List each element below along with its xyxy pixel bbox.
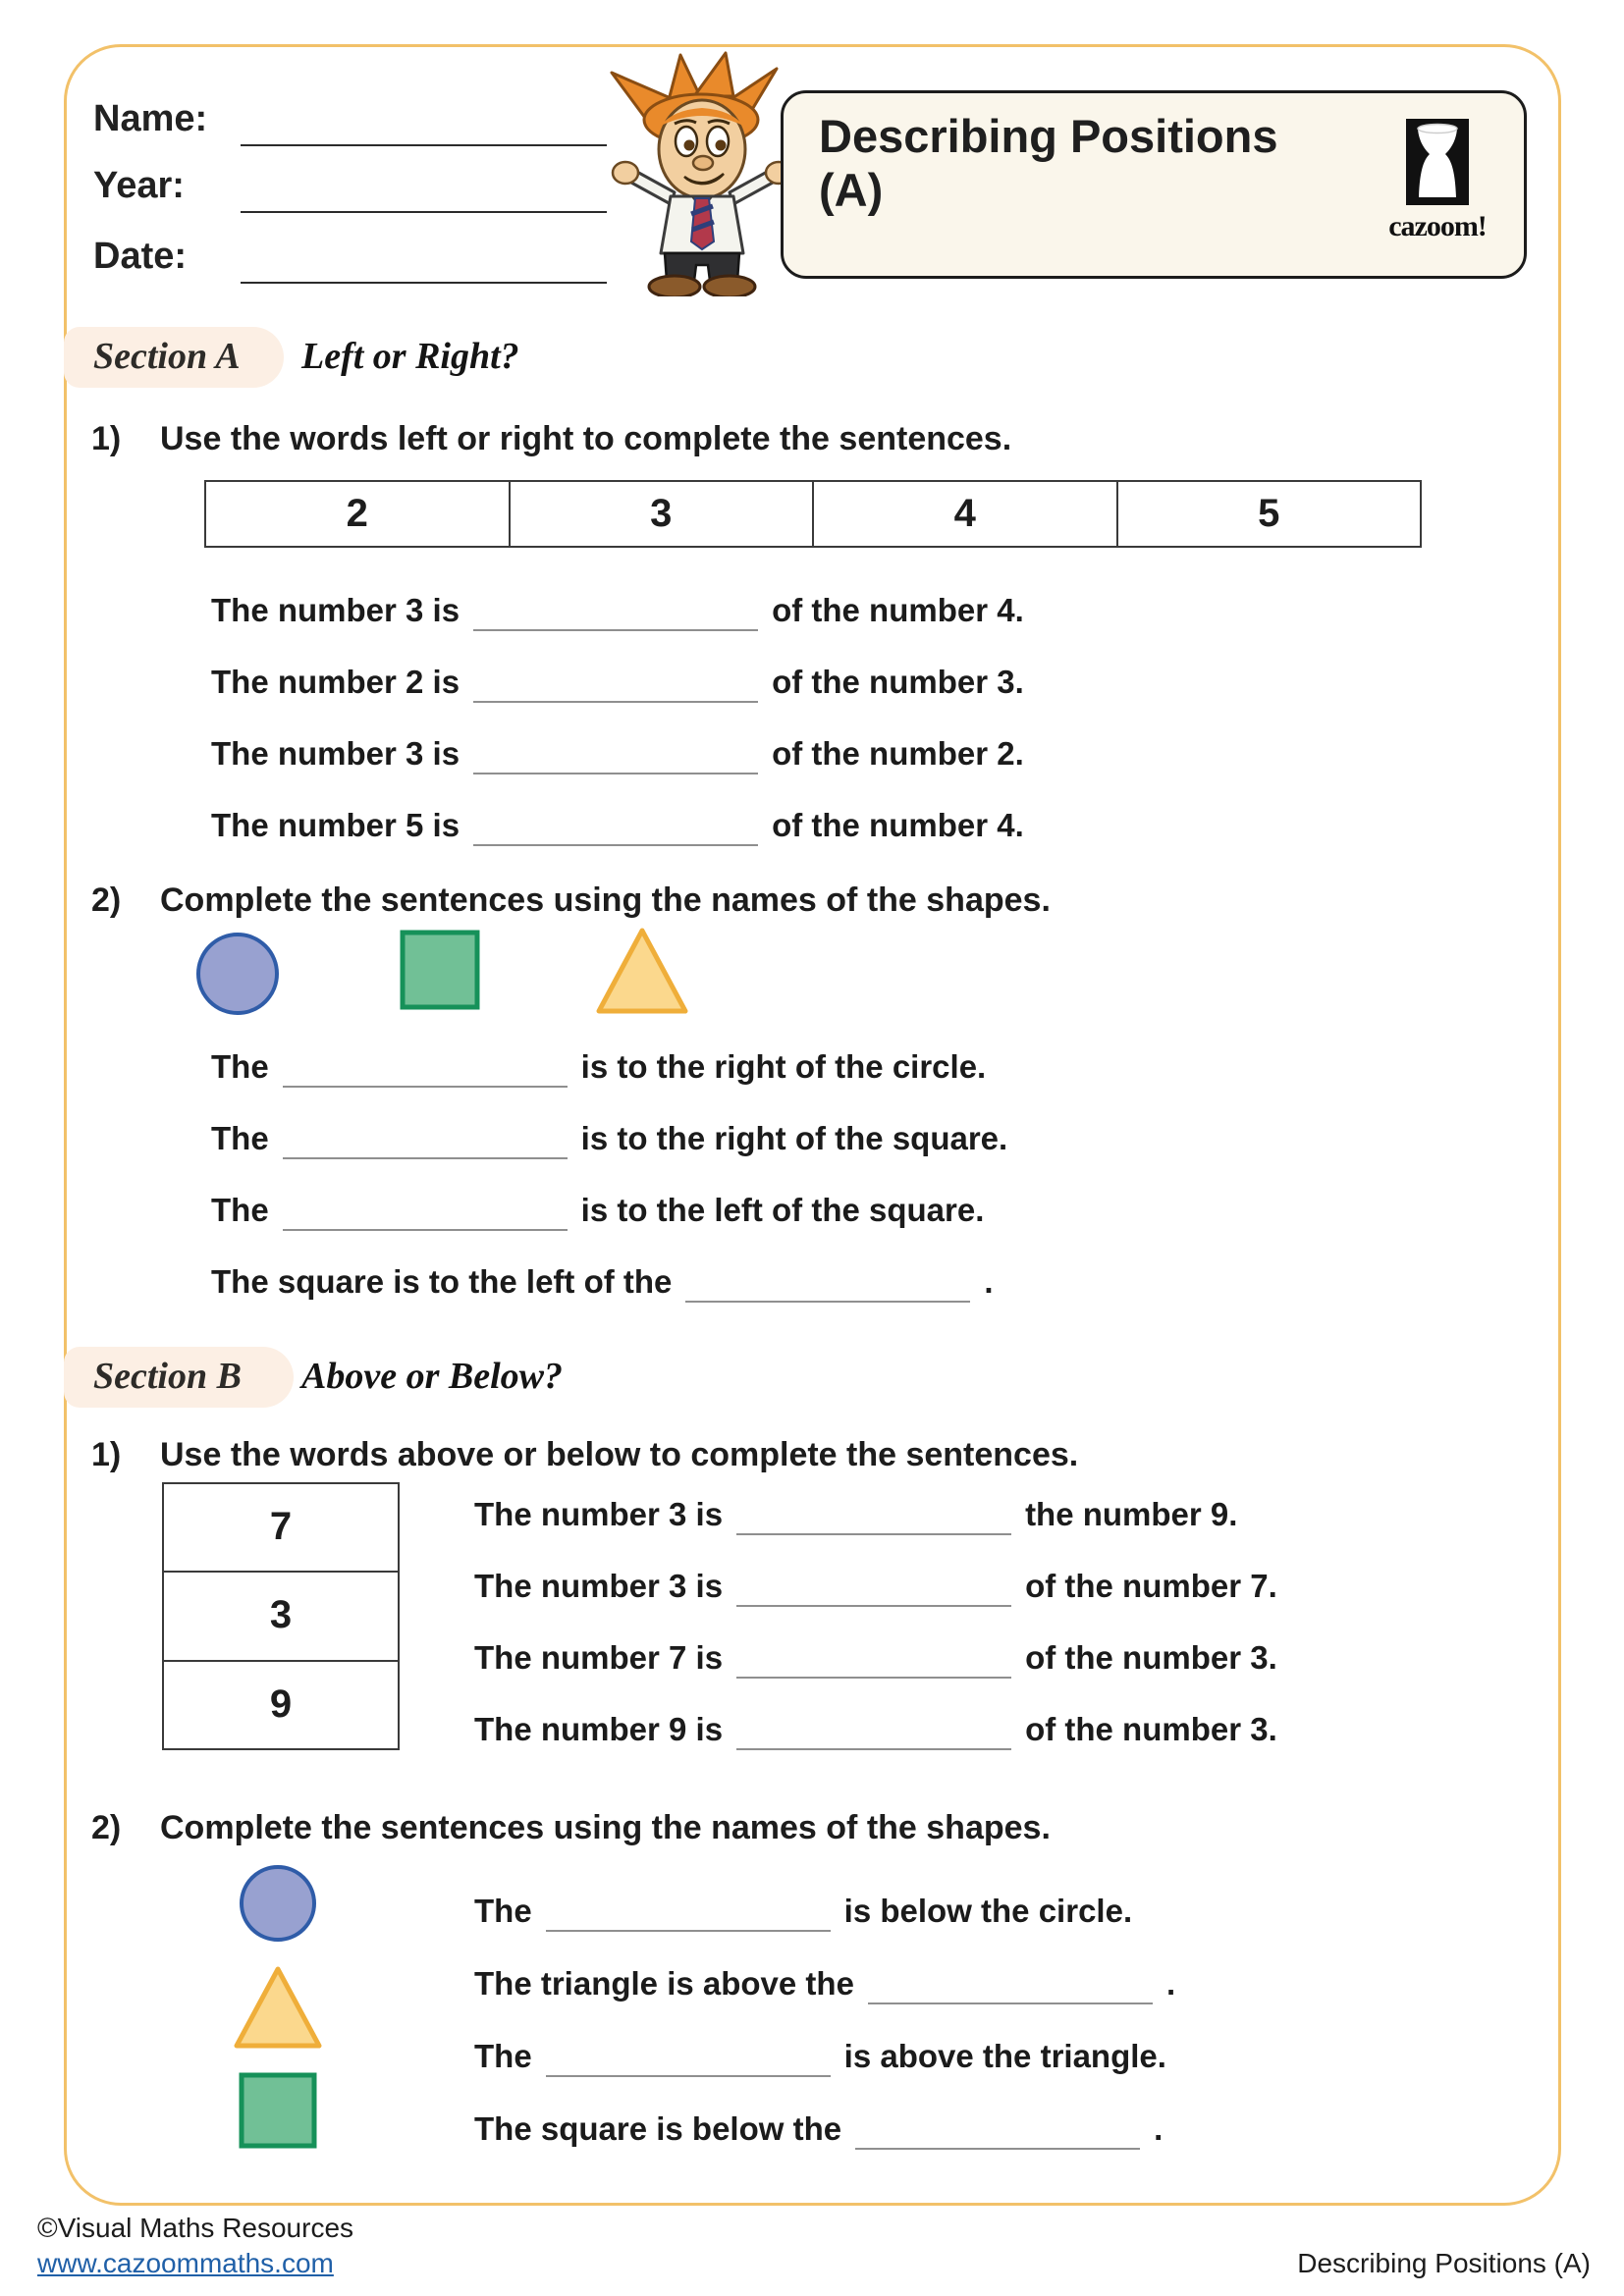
triangle-shape bbox=[593, 925, 691, 1015]
section-b-q2-sentences bbox=[474, 1875, 1175, 2165]
answer-blank bbox=[473, 772, 758, 774]
worksheet-title bbox=[819, 109, 1277, 218]
fill-in-sentence: The number 9 is of the number 3. bbox=[474, 1693, 1277, 1765]
table-cell: 4 bbox=[813, 480, 1117, 548]
answer-blank bbox=[283, 1156, 568, 1159]
answer-blank bbox=[473, 843, 758, 846]
fill-in-sentence: The is below the circle. bbox=[474, 1875, 1175, 1948]
table-cell: 2 bbox=[204, 480, 510, 548]
section-b-q1-instruction: Use the words above or below to complete the sentences. bbox=[160, 1436, 1079, 1473]
circle-shape bbox=[194, 931, 281, 1017]
answer-blank bbox=[736, 1532, 1011, 1535]
cazoom-logo bbox=[1379, 119, 1496, 243]
fill-in-sentence: The is to the left of the square. bbox=[211, 1174, 1007, 1246]
section-a-q2-sentences bbox=[211, 1031, 1007, 1317]
answer-blank bbox=[473, 628, 758, 631]
date-label: Date: bbox=[93, 236, 188, 277]
fill-in-sentence: The triangle is above the . bbox=[474, 1948, 1175, 2020]
fill-in-sentence: The is to the right of the square. bbox=[211, 1102, 1007, 1174]
date-input-line bbox=[241, 282, 607, 284]
website-link[interactable]: www.cazoommaths.com bbox=[37, 2248, 334, 2278]
section-a-q1-instruction: Use the words left or right to complete the sentences. bbox=[160, 420, 1012, 457]
section-b-badge-label: Section B bbox=[93, 1356, 242, 1397]
section-b-q1-number: 1) bbox=[91, 1436, 122, 1473]
table-cell: 9 bbox=[162, 1661, 400, 1750]
fill-in-sentence: The is to the right of the circle. bbox=[211, 1031, 1007, 1102]
section-a-heading: Left or Right? bbox=[301, 336, 519, 377]
section-b-q2-instruction: Complete the sentences using the names of the shapes. bbox=[160, 1809, 1051, 1846]
answer-blank bbox=[855, 2147, 1140, 2150]
fill-in-sentence: The square is below the . bbox=[474, 2093, 1175, 2165]
footer-page-label: Describing Positions (A) bbox=[1297, 2248, 1591, 2278]
table-cell: 3 bbox=[162, 1572, 400, 1661]
number-strip-table bbox=[204, 480, 1422, 548]
answer-blank bbox=[546, 2074, 831, 2077]
answer-blank bbox=[685, 1300, 970, 1303]
worksheet-title-box bbox=[781, 90, 1527, 279]
answer-blank bbox=[473, 700, 758, 703]
answer-blank bbox=[868, 2002, 1153, 2004]
square-shape bbox=[399, 929, 481, 1011]
table-cell: 7 bbox=[162, 1482, 400, 1572]
title-line-1: Describing Positions bbox=[819, 110, 1278, 162]
section-a-q2-number: 2) bbox=[91, 881, 122, 919]
fill-in-sentence: The square is to the left of the . bbox=[211, 1246, 1007, 1317]
year-input-line bbox=[241, 211, 607, 213]
answer-blank bbox=[736, 1604, 1011, 1607]
circle-shape bbox=[238, 1863, 318, 1944]
name-label: Name: bbox=[93, 98, 208, 139]
copyright-text: ©Visual Maths Resources bbox=[37, 2213, 354, 2243]
section-a-q1-number: 1) bbox=[91, 420, 122, 457]
drum-icon bbox=[1406, 119, 1469, 205]
fill-in-sentence: The number 3 is of the number 7. bbox=[474, 1550, 1277, 1622]
answer-blank bbox=[283, 1085, 568, 1088]
section-a-q2-instruction: Complete the sentences using the names of the shapes. bbox=[160, 881, 1051, 919]
square-shape bbox=[238, 2071, 318, 2150]
fill-in-sentence: The number 7 is of the number 3. bbox=[474, 1622, 1277, 1693]
section-a-q1-sentences bbox=[211, 574, 1024, 861]
fill-in-sentence: The number 3 is of the number 4. bbox=[211, 574, 1024, 646]
section-b-badge bbox=[64, 1347, 294, 1408]
name-input-line bbox=[241, 144, 607, 146]
section-b-heading: Above or Below? bbox=[301, 1356, 563, 1397]
section-a-badge-label: Section A bbox=[93, 336, 241, 377]
fill-in-sentence: The number 3 is the number 9. bbox=[474, 1478, 1277, 1550]
answer-blank bbox=[283, 1228, 568, 1231]
triangle-shape bbox=[232, 1963, 324, 2050]
title-line-2: (A) bbox=[819, 164, 884, 217]
table-cell: 5 bbox=[1117, 480, 1423, 548]
number-stack-table bbox=[162, 1482, 400, 1750]
fill-in-sentence: The number 3 is of the number 2. bbox=[211, 718, 1024, 789]
table-cell: 3 bbox=[510, 480, 814, 548]
fill-in-sentence: The is above the triangle. bbox=[474, 2020, 1175, 2093]
answer-blank bbox=[736, 1676, 1011, 1679]
fill-in-sentence: The number 5 is of the number 4. bbox=[211, 789, 1024, 861]
section-b-q2-number: 2) bbox=[91, 1809, 122, 1846]
year-label: Year: bbox=[93, 165, 185, 206]
fill-in-sentence: The number 2 is of the number 3. bbox=[211, 646, 1024, 718]
answer-blank bbox=[736, 1747, 1011, 1750]
answer-blank bbox=[546, 1929, 831, 1932]
section-a-badge bbox=[64, 327, 284, 388]
section-b-q1-sentences bbox=[474, 1478, 1277, 1765]
cazoom-logo-text: cazoom! bbox=[1388, 210, 1487, 242]
